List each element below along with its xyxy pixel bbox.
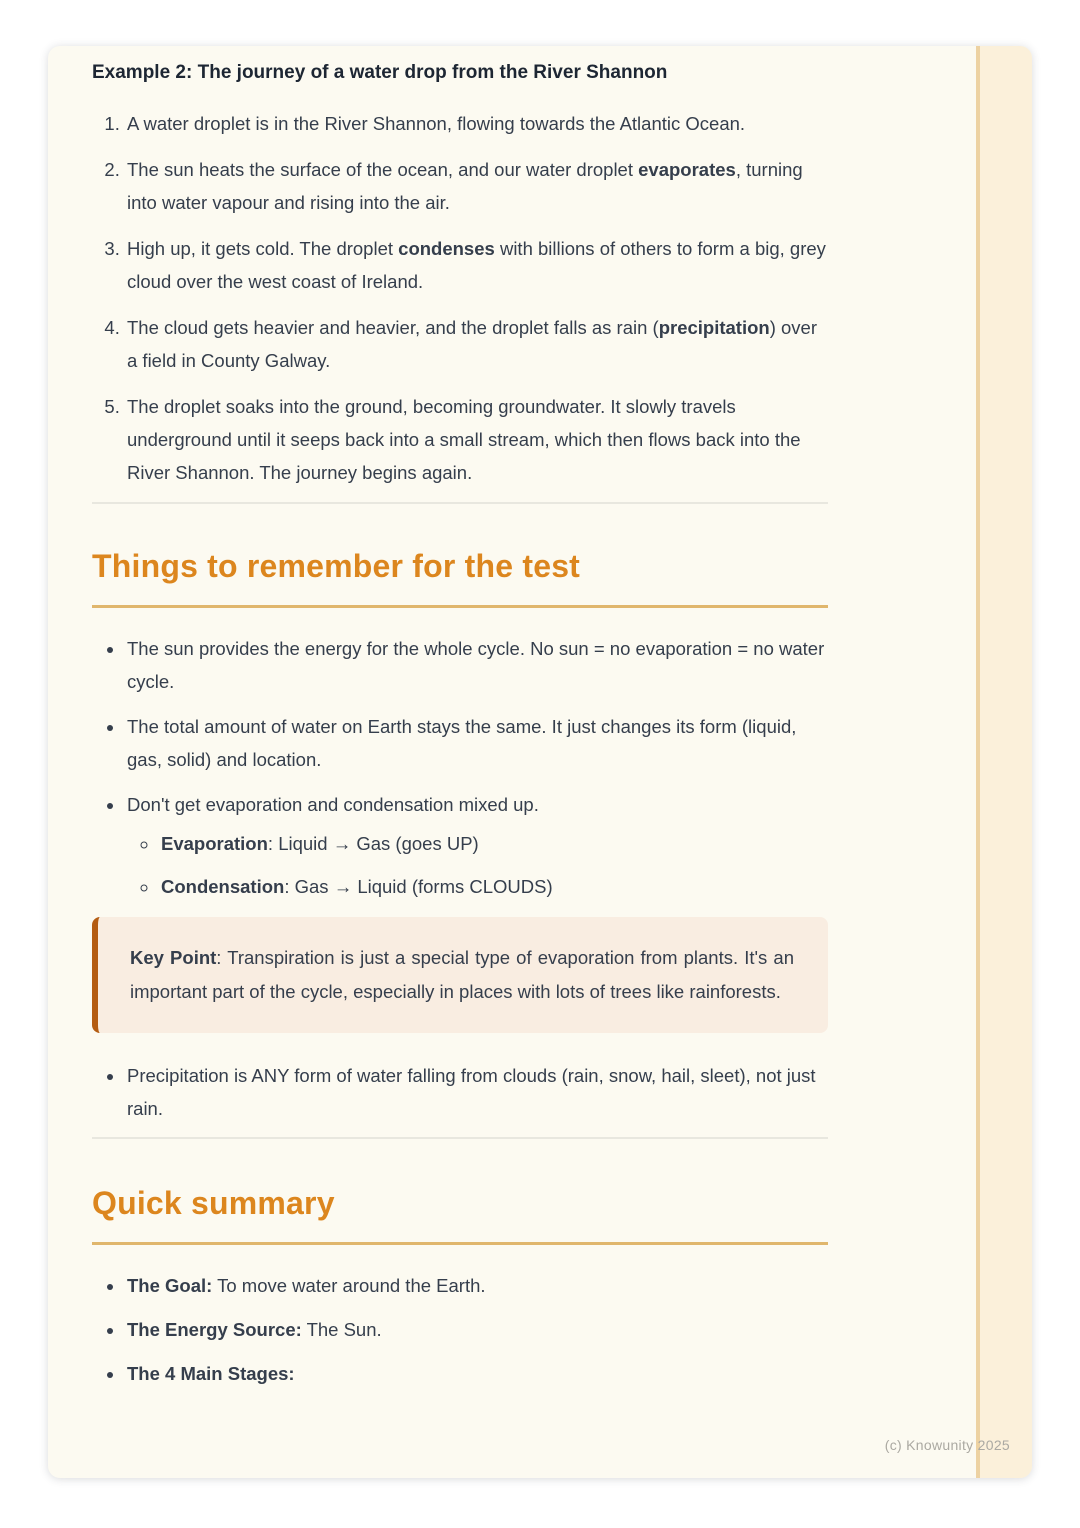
remember-bullet-list [92,632,828,903]
document-page [48,46,1032,1478]
list-item [125,1059,828,1125]
numbered-list-item: 3. High up, it gets cold. The droplet condenses with billions of others to form a big, grey cloud over the west coast of Ireland. [125,232,828,298]
key-point-text: Key Point: Transpiration is just a special type of evaporation from plants. It's an important part of the cycle, especially in places with lots of trees like rainforests. [130,947,794,1002]
numbered-list-item: 4. The cloud gets heavier and heavier, and the droplet falls as rain (precipitation) over a field in County Galway. [125,311,828,377]
definitions-sub-list [127,827,828,903]
section-divider [92,502,828,504]
copyright-notice: (c) Knowunity 2025 [884,1437,1010,1453]
page-content [92,46,828,1401]
water-journey-numbered-list [92,107,828,489]
example-heading: Example 2: The journey of a water drop from the River Shannon [92,62,668,83]
list-item-text: The sun provides the energy for the whole cycle. No sun = no evaporation = no water cycle. [127,638,825,692]
summary-list-item: • The Energy Source: The Sun. [125,1313,828,1346]
list-item [125,788,828,903]
list-item [125,710,828,776]
list-item-text: Don't get evaporation and condensation mixed up. [127,794,539,815]
key-point-callout [92,917,828,1033]
sub-list-item: ◦ Condensation: Gas → Liquid (forms CLOUDS) [159,870,828,903]
sub-list-item: ◦ Evaporation: Liquid → Gas (goes UP) [159,827,828,860]
summary-bullet-list [92,1269,828,1390]
heading-underline [92,1242,828,1245]
list-item-text: The total amount of water on Earth stays the same. It just changes its form (liquid, gas, solid) and location. [127,716,797,770]
numbered-list-item: 1. A water droplet is in the River Shannon, flowing towards the Atlantic Ocean. [125,107,828,140]
heading-underline [92,605,828,608]
numbered-list-item: 5. The droplet soaks into the ground, becoming groundwater. It slowly travels underground until it seeps back into a small stream, which then flows back into the River Shannon. The journey begins again. [125,390,828,489]
list-item-text: Precipitation is ANY form of water falling from clouds (rain, snow, hail, sleet), not just rain. [127,1065,816,1119]
numbered-list-item: 2. The sun heats the surface of the ocean, and our water droplet evaporates, turning into water vapour and rising into the air. [125,153,828,219]
section-divider [92,1137,828,1139]
page-edge-strip [976,46,1032,1478]
remember-section-heading: Things to remember for the test [92,548,581,584]
list-item [125,632,828,698]
remember-bullet-list-tail [92,1059,828,1125]
summary-section-heading: Quick summary [92,1185,335,1221]
summary-list-item: • The Goal: To move water around the Earth. [125,1269,828,1302]
summary-list-item: • The 4 Main Stages: [125,1357,828,1390]
